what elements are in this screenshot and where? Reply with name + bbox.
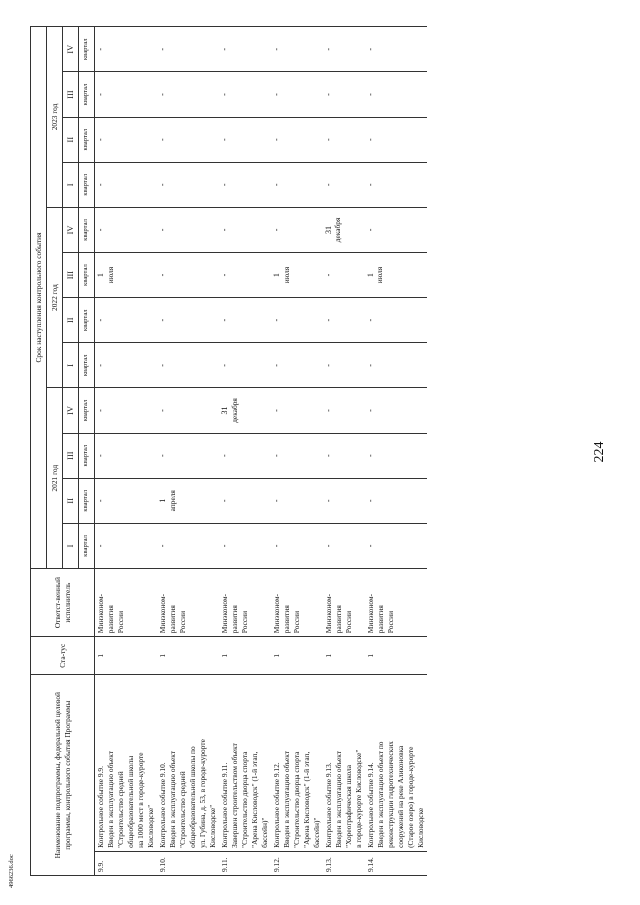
quarter-cell (271, 343, 323, 388)
cell-value: - (271, 93, 281, 96)
quarter-cell (219, 523, 271, 568)
header-quarter-word: квартал (79, 162, 95, 207)
event-name-line: Кисловодске (415, 807, 425, 848)
cell-month: декабря (333, 217, 343, 243)
event-name-line: Введен в эксплуатацию объект по (375, 741, 385, 848)
event-name-line: "Строительство дворца спорта (291, 751, 301, 848)
cell-value: - (96, 499, 105, 503)
quarter-cell (271, 72, 323, 117)
event-name-line: общеобразовательной школы (125, 755, 135, 848)
cell-value: 1 (365, 273, 375, 278)
quarter-cell (219, 27, 271, 72)
event-name-line: Контрольное событие 9.13. (323, 762, 333, 848)
status-value: 1 (323, 637, 365, 675)
quarter-cell (95, 433, 157, 478)
quarter-cell (157, 433, 219, 478)
header-quarter-word: квартал (79, 117, 95, 162)
cell-value: 1 (96, 273, 105, 278)
executor (219, 568, 271, 636)
header-quarter-numeral: III (63, 253, 79, 298)
quarter-cell (323, 117, 365, 162)
quarter-cell (365, 523, 427, 568)
cell-value: - (323, 544, 333, 548)
quarter-cell (95, 72, 157, 117)
control-events-table (30, 26, 427, 876)
event-name (271, 675, 323, 852)
event-name-line: "Арена Кисловодск" (1-й этап, (249, 751, 259, 848)
executor-line: России (239, 610, 249, 634)
header-quarter-numeral: III (63, 433, 79, 478)
cell-value: - (157, 409, 167, 412)
quarter-cell (365, 253, 427, 298)
quarter-cell (95, 27, 157, 72)
quarter-cell (365, 343, 427, 388)
cell-value: - (365, 409, 375, 412)
cell-value: - (323, 499, 333, 503)
executor-line: России (177, 610, 187, 634)
cell-value: - (219, 499, 229, 503)
quarter-cell (219, 162, 271, 207)
header-quarter-word: квартал (79, 298, 95, 343)
cell-month: июля (281, 266, 291, 284)
quarter-cell (219, 72, 271, 117)
executor-line: России (291, 610, 301, 634)
cell-value: - (365, 364, 375, 367)
executor (271, 568, 323, 636)
executor (323, 568, 365, 636)
row-number: 9.10. (157, 851, 219, 875)
rotated-page (30, 26, 578, 876)
status-value: 1 (95, 637, 157, 675)
header-quarter-word: квартал (79, 253, 95, 298)
quarter-cell (323, 478, 365, 523)
quarter-cell (219, 117, 271, 162)
file-name-text: 4966236.doc (8, 854, 15, 888)
quarter-cell (271, 388, 323, 433)
header-quarter-word: квартал (79, 72, 95, 117)
cell-value: - (219, 183, 229, 187)
cell-value: - (271, 499, 281, 503)
cell-value: - (365, 138, 375, 141)
cell-value: - (157, 93, 167, 96)
event-name-line: Введен в эксплуатацию объект (281, 751, 291, 848)
table-row (323, 27, 365, 876)
event-name-line: бассейн)" (311, 817, 321, 848)
event-name-line: Кисловодске" (145, 804, 155, 848)
cell-value: - (323, 183, 333, 187)
cell-value: - (219, 273, 229, 277)
table-row (271, 27, 323, 876)
quarter-cell (365, 27, 427, 72)
event-name-line: на 1000 мест в городе-курорте (135, 752, 145, 848)
executor-line: Минэконом- (157, 593, 167, 634)
status-value: 1 (365, 637, 427, 675)
row-number: 9.12. (271, 851, 323, 875)
cell-value: - (219, 93, 229, 96)
table-row (157, 27, 219, 876)
event-name-line: Кисловодске" (207, 804, 217, 848)
quarter-cell (365, 433, 427, 478)
header-quarter-word: квартал (79, 523, 95, 568)
cell-value: - (323, 93, 333, 96)
quarter-cell (157, 207, 219, 252)
executor (95, 568, 157, 636)
executor-line: развития (229, 605, 239, 634)
quarter-cell (323, 207, 365, 252)
quarter-cell (95, 478, 157, 523)
header-executor: Ответст-венный исполнитель (31, 568, 95, 636)
quarter-cell (323, 343, 365, 388)
executor (157, 568, 219, 636)
cell-value: - (157, 183, 167, 187)
quarter-cell (157, 523, 219, 568)
cell-value: - (96, 138, 105, 141)
executor-line: Минэконом- (271, 593, 281, 634)
quarter-cell (271, 207, 323, 252)
cell-value: - (219, 544, 229, 548)
cell-value: - (365, 499, 375, 503)
cell-value: - (271, 409, 281, 412)
header-quarter-numeral: II (63, 478, 79, 523)
cell-value: - (157, 47, 167, 51)
cell-value: - (219, 454, 229, 457)
event-name-line: в городе-курорте Кисловодске" (353, 749, 363, 848)
event-name (95, 675, 157, 852)
event-name-line: Введен в эксплуатацию объект (167, 751, 177, 848)
cell-value: - (271, 47, 281, 51)
quarter-cell (219, 388, 271, 433)
cell-value: - (365, 183, 375, 187)
cell-month: декабря (229, 398, 239, 423)
header-year-2021: 2021 год (47, 388, 63, 569)
executor-line: Минэконом- (323, 593, 333, 634)
cell-value: - (323, 409, 333, 412)
event-name-line: "Строительство средней (115, 771, 125, 848)
quarter-cell (365, 72, 427, 117)
header-quarter-numeral: IV (63, 207, 79, 252)
quarter-cell (323, 27, 365, 72)
cell-value: - (157, 138, 167, 141)
cell-value: - (219, 138, 229, 141)
table-row (365, 27, 427, 876)
cell-month: июля (105, 266, 115, 284)
cell-value: - (271, 544, 281, 548)
cell-value: 31 (219, 406, 229, 415)
header-quarter-numeral: IV (63, 27, 79, 72)
cell-value: - (96, 544, 105, 548)
cell-value: - (96, 228, 105, 232)
cell-value: - (323, 47, 333, 51)
executor-line: России (115, 610, 125, 634)
quarter-cell (365, 117, 427, 162)
header-quarter-numeral: IV (63, 388, 79, 433)
quarter-cell (95, 343, 157, 388)
header-quarter-word: квартал (79, 388, 95, 433)
cell-value: 1 (157, 498, 167, 503)
event-name-line: общеобразовательной школы по (187, 746, 197, 848)
row-number: 9.13. (323, 851, 365, 875)
header-quarter-numeral: II (63, 117, 79, 162)
event-name-line: "Строительство дворца спорта (239, 751, 249, 848)
header-quarter-word: квартал (79, 207, 95, 252)
quarter-cell (365, 298, 427, 343)
cell-value: - (365, 47, 375, 51)
cell-value: - (96, 47, 105, 51)
quarter-cell (271, 298, 323, 343)
cell-value: - (365, 228, 375, 232)
cell-value: - (365, 318, 375, 322)
event-name-line: сооружений на реке Аликоновка (395, 745, 405, 848)
cell-value: - (96, 318, 105, 322)
cell-value: - (157, 364, 167, 367)
header-quarter-numeral: II (63, 298, 79, 343)
executor-line: России (343, 610, 353, 634)
event-name-line: Контрольное событие 9.14. (365, 762, 375, 848)
quarter-cell (219, 433, 271, 478)
quarter-cell (219, 298, 271, 343)
cell-value: - (219, 318, 229, 322)
table-row (219, 27, 271, 876)
status-value: 1 (271, 637, 323, 675)
cell-value: - (219, 228, 229, 232)
table-body (95, 27, 427, 876)
quarter-cell (271, 117, 323, 162)
header-quarter-numeral: I (63, 162, 79, 207)
quarter-cell (271, 253, 323, 298)
quarter-cell (365, 207, 427, 252)
status-value: 1 (157, 637, 219, 675)
cell-value: 1 (271, 273, 281, 278)
status-value: 1 (219, 637, 271, 675)
cell-value: - (365, 93, 375, 96)
event-name-line: Введен в эксплуатацию объект (333, 751, 343, 848)
event-name-line: Введен в эксплуатацию объект (105, 751, 115, 848)
quarter-cell (323, 298, 365, 343)
cell-value: - (157, 454, 167, 457)
event-name-line: "Хореографическая школа (343, 764, 353, 848)
cell-value: - (365, 544, 375, 548)
quarter-cell (323, 523, 365, 568)
cell-value: - (271, 183, 281, 187)
event-name-line: "Арена Кисловодск" (1-й этап, (301, 751, 311, 848)
quarter-cell (157, 117, 219, 162)
quarter-cell (219, 478, 271, 523)
cell-value: - (323, 454, 333, 457)
cell-value: - (96, 183, 105, 187)
cell-value: - (323, 318, 333, 322)
cell-value: - (323, 138, 333, 141)
header-year-2022: 2022 год (47, 207, 63, 388)
cell-value: - (271, 228, 281, 232)
event-name-line: реконструкции гидротехнических (385, 741, 395, 848)
event-name-line: Контрольное событие 9.11. (219, 762, 229, 848)
cell-value: - (271, 138, 281, 141)
quarter-cell (95, 523, 157, 568)
event-name-line: (Старое озеро) в городе-курорте (405, 746, 415, 848)
header-name: Наименование подпрограммы, федеральной целевой программы, контрольного события Программы (31, 675, 95, 876)
quarter-cell (271, 478, 323, 523)
cell-value: - (271, 364, 281, 367)
executor-line: развития (375, 605, 385, 634)
row-number: 9.14. (365, 851, 427, 875)
table-row (95, 27, 157, 876)
cell-value: - (219, 364, 229, 367)
executor-line: развития (333, 605, 343, 634)
cell-value: - (157, 273, 167, 277)
executor-line: развития (105, 605, 115, 634)
cell-value: - (271, 454, 281, 457)
event-name-line: бассейн)" (259, 817, 269, 848)
quarter-cell (95, 388, 157, 433)
event-name (365, 675, 427, 852)
executor (365, 568, 427, 636)
quarter-cell (365, 162, 427, 207)
quarter-cell (157, 388, 219, 433)
executor-line: Минэконом- (219, 593, 229, 634)
cell-month: июля (375, 266, 385, 284)
cell-value: - (96, 93, 105, 96)
quarter-cell (95, 253, 157, 298)
quarter-cell (323, 162, 365, 207)
quarter-cell (365, 388, 427, 433)
quarter-cell (95, 207, 157, 252)
cell-value: - (323, 273, 333, 277)
header-quarter-numeral: III (63, 72, 79, 117)
event-name-line: "Строительство средней (177, 771, 187, 848)
page-number-text: 224 (592, 441, 607, 463)
quarter-cell (95, 117, 157, 162)
quarter-cell (323, 433, 365, 478)
cell-value: 31 (323, 225, 333, 234)
row-number: 9.11. (219, 851, 271, 875)
event-name-line: Контрольное событие 9.9. (96, 766, 105, 848)
cell-value: - (96, 364, 105, 367)
event-name-line: ул. Губина, д. 53, в городе-курорте (197, 739, 207, 848)
row-number: 9.9. (95, 851, 157, 875)
header-year-2023: 2023 год (47, 27, 63, 208)
header-quarter-numeral: I (63, 523, 79, 568)
quarter-cell (323, 388, 365, 433)
quarter-cell (157, 162, 219, 207)
executor-line: Минэконом- (365, 593, 375, 634)
quarter-cell (157, 27, 219, 72)
event-name (323, 675, 365, 852)
event-name (157, 675, 219, 852)
header-status: Ста-тус (31, 637, 95, 675)
cell-value: - (323, 364, 333, 367)
quarter-cell (323, 72, 365, 117)
quarter-cell (271, 27, 323, 72)
quarter-cell (271, 162, 323, 207)
event-name-line: Завершен строительством объект (229, 743, 239, 848)
quarter-cell (365, 478, 427, 523)
table-header (31, 27, 95, 876)
header-quarter-word: квартал (79, 343, 95, 388)
quarter-cell (95, 298, 157, 343)
cell-value: - (271, 318, 281, 322)
quarter-cell (157, 298, 219, 343)
header-quarter-word: квартал (79, 433, 95, 478)
executor-line: Минэконом- (96, 593, 105, 634)
cell-value: - (157, 228, 167, 232)
quarter-cell (219, 207, 271, 252)
quarter-cell (157, 478, 219, 523)
header-quarter-word: квартал (79, 478, 95, 523)
event-name (219, 675, 271, 852)
cell-value: - (96, 409, 105, 412)
cell-value: - (96, 454, 105, 457)
quarter-cell (219, 253, 271, 298)
cell-month: апреля (167, 490, 177, 512)
cell-value: - (157, 318, 167, 322)
cell-value: - (219, 47, 229, 51)
executor-line: развития (281, 605, 291, 634)
cell-value: - (157, 544, 167, 548)
header-quarter-word: квартал (79, 27, 95, 72)
quarter-cell (157, 343, 219, 388)
header-quarter-numeral: I (63, 343, 79, 388)
cell-value: - (365, 454, 375, 457)
header-deadline: Срок наступления контрольного события (31, 27, 47, 569)
executor-line: развития (167, 605, 177, 634)
quarter-cell (95, 162, 157, 207)
quarter-cell (157, 253, 219, 298)
quarter-cell (271, 523, 323, 568)
event-name-line: Контрольное событие 9.10. (157, 762, 167, 848)
quarter-cell (271, 433, 323, 478)
event-name-line: Контрольное событие 9.12. (271, 762, 281, 848)
quarter-cell (219, 343, 271, 388)
quarter-cell (323, 253, 365, 298)
executor-line: России (385, 610, 395, 634)
quarter-cell (157, 72, 219, 117)
